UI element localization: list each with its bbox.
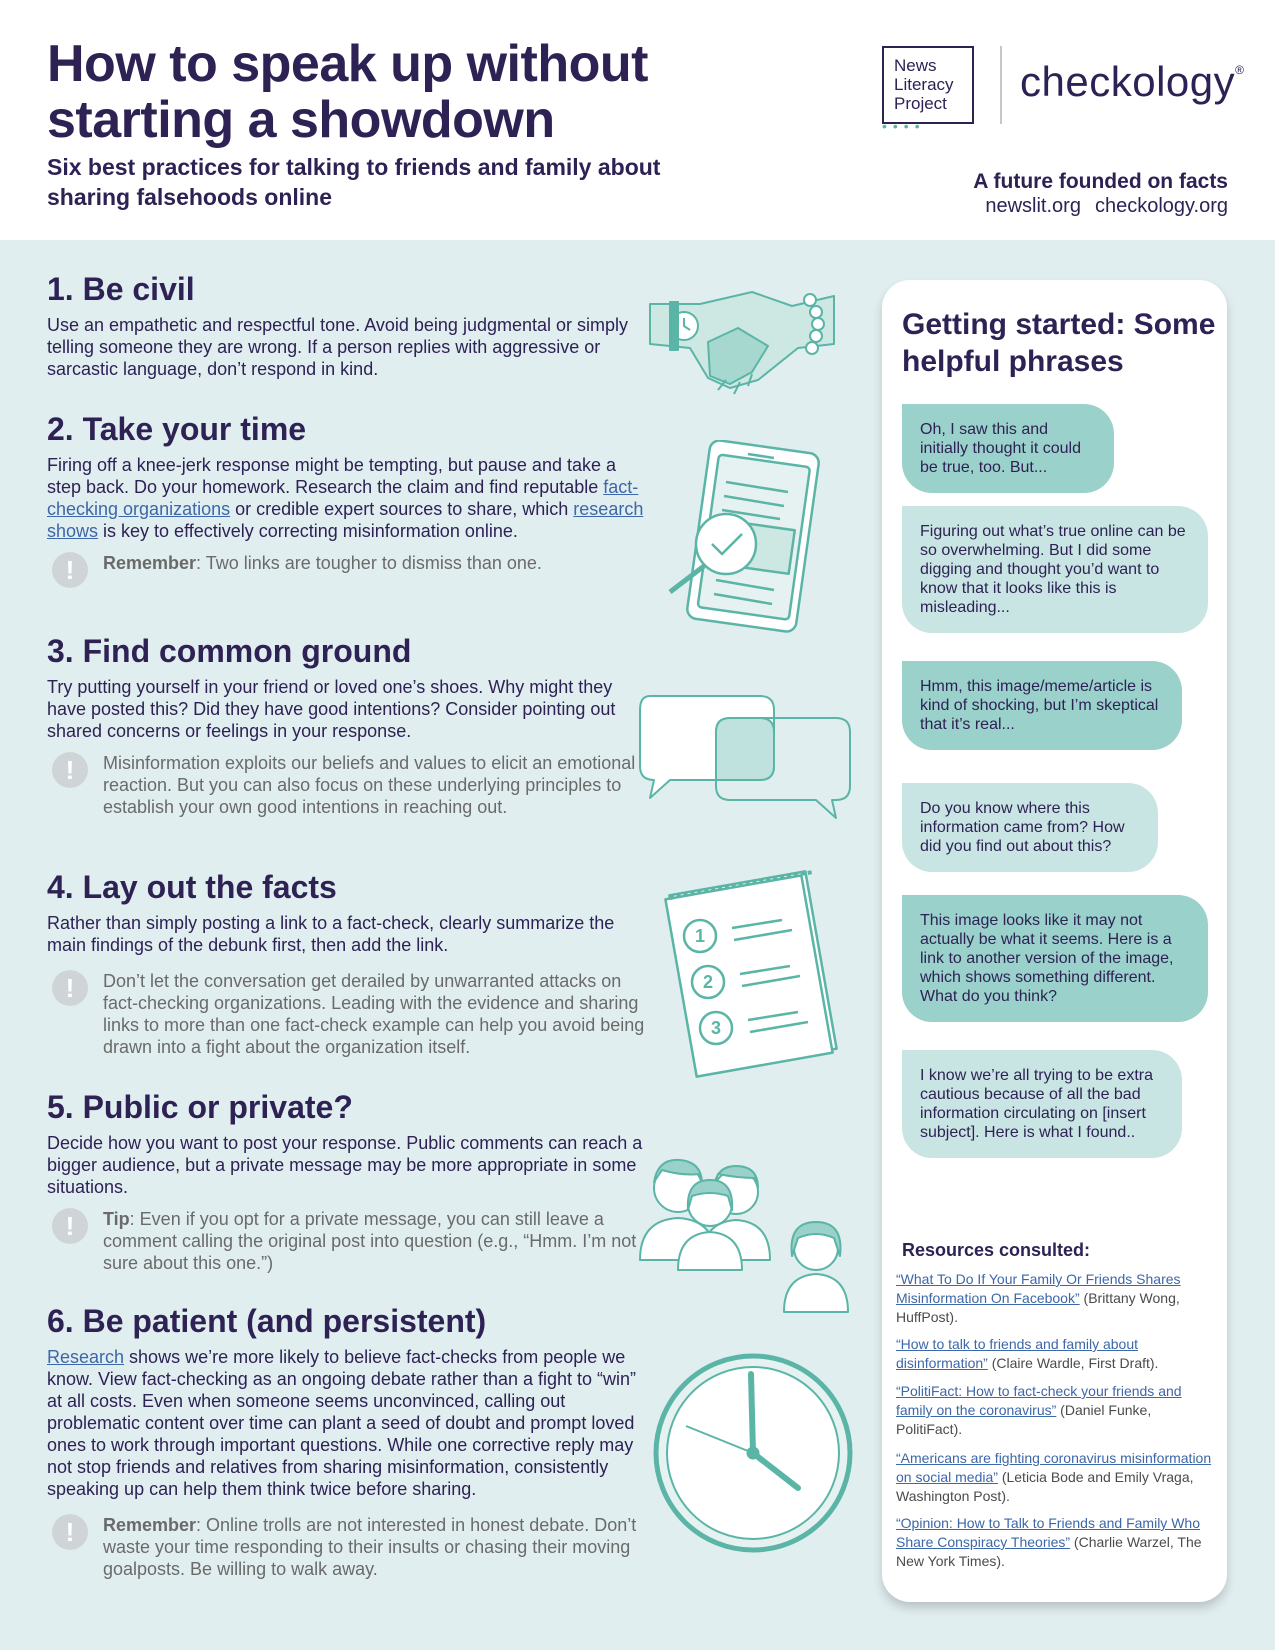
exclamation-icon: !	[52, 1514, 88, 1550]
callout-text: : Online trolls are not interested in honest debate. Don’t waste your time responding to their insults or chasing their moving goalposts. Be willing to walk away.	[103, 1515, 637, 1579]
numbered-notepad-illustration	[662, 868, 838, 1078]
resource-item	[896, 1382, 1221, 1439]
checkology-logo[interactable]	[1020, 58, 1244, 106]
logo-divider	[1000, 46, 1002, 124]
phrase-bubble: Oh, I saw this and initially thought it could be true, too. But...	[902, 404, 1114, 493]
section-body	[47, 454, 647, 542]
newslit-link[interactable]: newslit.org	[985, 195, 1081, 217]
research-link[interactable]: research	[573, 499, 644, 519]
tip-callout	[47, 1208, 647, 1274]
page-title: How to speak up without starting a showdown	[47, 35, 648, 149]
phrase-bubble: I know we’re all trying to be extra cautious because of all the bad information circulating on [insert subject]. Here is what I found..	[902, 1050, 1182, 1158]
callout-text: Don’t let the conversation get derailed by unwarranted attacks on fact-checking organizations. Leading with the evidence and sharing links to more than one fact-check example can help you avoid being drawn into a fight about the organization itself.	[103, 971, 645, 1057]
resource-item	[896, 1270, 1221, 1327]
phone-magnifier-illustration	[664, 440, 824, 638]
page-subtitle: Six best practices for talking to friends and family about sharing falsehoods online	[47, 154, 661, 210]
resource-credit: (Claire Wardle, First Draft).	[987, 1355, 1159, 1371]
section-heading: 6. Be patient (and persistent)	[47, 1303, 487, 1339]
phrase-bubble: Do you know where this information came from? How did you find out about this?	[902, 783, 1158, 872]
callout-text: : Two links are tougher to dismiss than one.	[196, 553, 542, 573]
nlp-logo-line: News	[894, 56, 937, 75]
handshake-illustration	[648, 288, 842, 400]
exclamation-icon: !	[52, 752, 88, 788]
resource-credit: (Leticia Bode and Emily Vraga, Washington Post).	[896, 1469, 1194, 1504]
callout-label: Tip	[103, 1209, 130, 1229]
resource-item	[896, 1514, 1221, 1571]
remember-callout	[47, 1514, 647, 1580]
resource-link[interactable]: “PolitiFact: How to fact-check your friends and family on the coronavirus”	[896, 1383, 1182, 1418]
section-heading: 4. Lay out the facts	[47, 869, 337, 905]
shows-link[interactable]: shows	[47, 521, 99, 541]
info-callout	[47, 970, 647, 1058]
remember-callout	[47, 552, 647, 585]
notepad-number: 3	[710, 1018, 722, 1038]
resource-item	[896, 1335, 1221, 1373]
body-text: or credible expert sources to share, which	[230, 499, 574, 519]
people-group-illustration	[638, 1130, 852, 1314]
section-heading: 2. Take your time	[47, 411, 307, 447]
phrase-bubble: Hmm, this image/meme/article is kind of shocking, but I’m skeptical that it’s real...	[902, 661, 1182, 750]
exclamation-icon: !	[52, 552, 88, 588]
body-text: shows we’re more likely to believe fact-checks from people we know. View fact-checking as an ongoing debate rather than a fight to “win” at all costs. Even when someone seems unconvinced, calling out problematic content over time can plant a seed of doubt and prompt loved ones to work through important questions. While one corrective reply may not stop friends and relatives from sharing misinformation, consistently speaking up can help them think twice before sharing.	[47, 1347, 637, 1499]
logo-dots-decoration: ••••	[882, 118, 926, 134]
registered-mark: ®	[1235, 63, 1245, 77]
section-heading: 5. Public or private?	[47, 1089, 353, 1125]
checkology-link[interactable]: checkology.org	[1094, 195, 1228, 217]
section-body	[47, 1346, 647, 1500]
section-be-civil	[47, 270, 647, 380]
callout-label: Remember	[103, 1515, 197, 1535]
fact-checking-organizations-link[interactable]: fact-checking organizations	[47, 477, 639, 519]
notepad-number: 1	[694, 926, 706, 946]
nlp-logo-line: Project	[894, 94, 947, 113]
body-text: is key to effectively correcting misinformation online.	[98, 521, 518, 541]
section-body: Try putting yourself in your friend or loved one’s shoes. Why might they have posted this? Did they have good intentions? Consider pointing out shared concerns or feelings in your response.	[47, 677, 616, 741]
speech-bubbles-illustration	[636, 690, 854, 822]
callout-text: Misinformation exploits our beliefs and values to elicit an emotional reaction. But you can also focus on these underlying principles to establish your own good intentions in reaching out.	[103, 753, 636, 817]
sidebar-title: Getting started: Some helpful phrases	[902, 308, 1216, 378]
checkology-wordmark: checkology	[1020, 58, 1236, 105]
section-body: Decide how you want to post your response. Public comments can reach a bigger audience, but a private message may be more appropriate in some situations.	[47, 1133, 643, 1197]
phrase-bubble: Figuring out what’s true online can be so overwhelming. But I did some digging and thought you’d want to know that it looks like this is misleading...	[902, 506, 1208, 633]
resource-link[interactable]: “Americans are fighting coronavirus misinformation on social media”	[896, 1450, 1212, 1485]
clock-illustration	[652, 1352, 854, 1554]
resources-title: Resources consulted:	[902, 1240, 1091, 1260]
body-text: Firing off a knee-jerk response might be tempting, but pause and take a step back. Do your homework. Research the claim and find reputable	[47, 455, 617, 497]
helpful-phrases-sidebar	[882, 280, 1227, 1602]
resource-link[interactable]: “How to talk to friends and family about disinformation”	[896, 1336, 1139, 1371]
exclamation-icon: !	[52, 970, 88, 1006]
research-link[interactable]: Research	[47, 1347, 125, 1367]
exclamation-icon: !	[52, 1208, 88, 1244]
section-be-patient	[47, 1302, 647, 1580]
section-lay-out-the-facts	[47, 868, 647, 1058]
resource-link[interactable]: “What To Do If Your Family Or Friends Shares Misinformation On Facebook”	[896, 1271, 1181, 1306]
section-find-common-ground	[47, 632, 647, 818]
site-links	[985, 195, 1228, 218]
resource-link[interactable]: “Opinion: How to Talk to Friends and Family Who Share Conspiracy Theories”	[896, 1515, 1200, 1550]
phrase-bubble: This image looks like it may not actually be what it seems. Here is a link to another version of the image, which shows something different. What do you think?	[902, 895, 1208, 1022]
header	[0, 0, 1275, 240]
section-take-your-time	[47, 410, 647, 585]
info-callout	[47, 752, 647, 818]
callout-text: : Even if you opt for a private message, you can still leave a comment calling the original post into question (e.g., “Hmm. I’m not sure about this one.”)	[103, 1209, 637, 1273]
section-body: Rather than simply posting a link to a fact-check, clearly summarize the main findings of the debunk first, then add the link.	[47, 913, 615, 955]
resource-credit: (Brittany Wong, HuffPost).	[896, 1290, 1180, 1325]
section-heading: 3. Find common ground	[47, 633, 412, 669]
callout-label: Remember	[103, 553, 197, 573]
section-body: Use an empathetic and respectful tone. Avoid being judgmental or simply telling someone they are wrong. If a person replies with aggressive or sarcastic language, don’t respond in kind.	[47, 315, 629, 379]
nlp-logo-line: Literacy	[894, 75, 954, 94]
news-literacy-project-logo[interactable]	[882, 46, 974, 124]
notepad-number: 2	[702, 972, 714, 992]
section-public-or-private	[47, 1088, 647, 1274]
section-heading: 1. Be civil	[47, 271, 195, 307]
resource-credit: (Daniel Funke, PolitiFact).	[896, 1402, 1152, 1437]
tagline: A future founded on facts	[973, 170, 1228, 193]
resource-credit: (Charlie Warzel, The New York Times).	[896, 1534, 1202, 1569]
resource-item	[896, 1449, 1221, 1506]
